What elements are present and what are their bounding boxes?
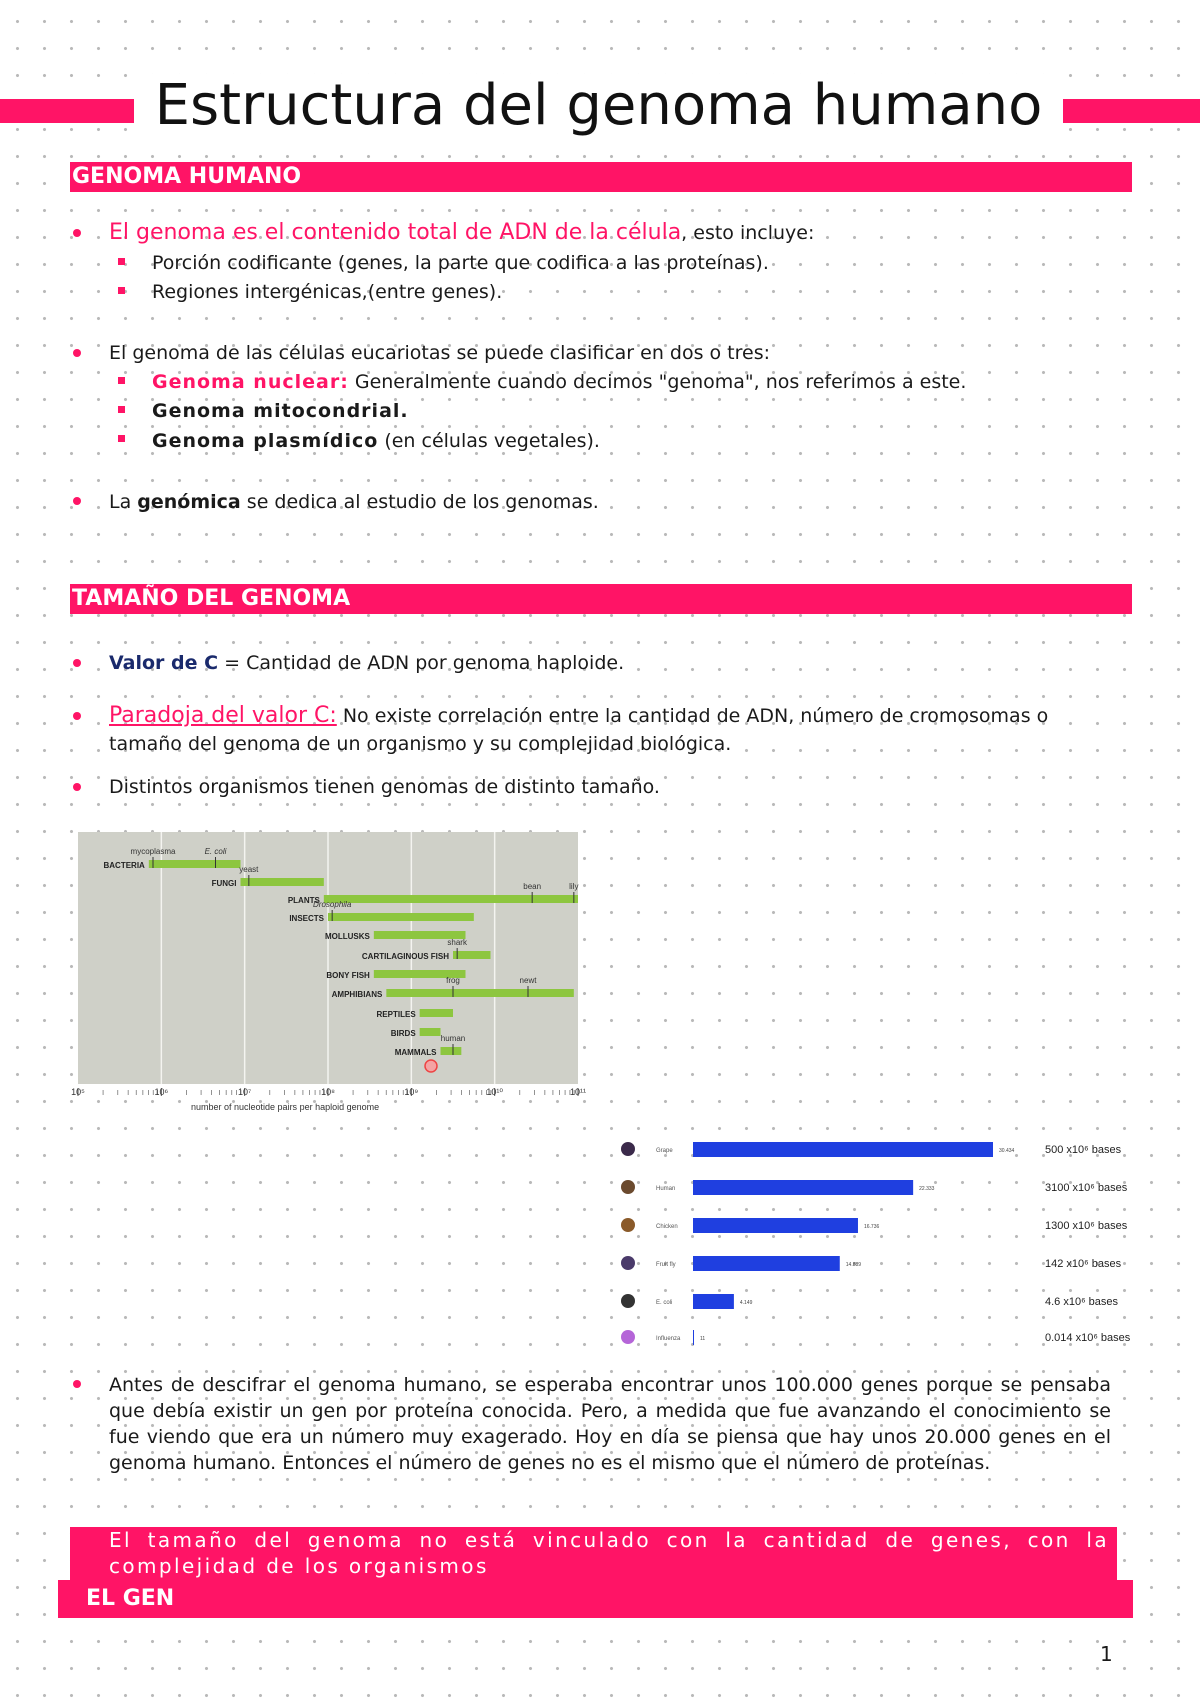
organism-genome-bar-chart [610, 1122, 1150, 1354]
section-header-el-gen: EL GEN [58, 1580, 1133, 1618]
organism-label: yeast [239, 865, 259, 874]
range-bar [324, 895, 578, 903]
bar-value-label: 16.736 [863, 1224, 880, 1230]
x-tick-label: 10⁷ [238, 1087, 252, 1097]
page-number: 1 [1100, 1642, 1113, 1666]
bullet-c-paradox-line2: tamaño del genoma de un organismo y su complejidad biológica. [109, 733, 732, 755]
organism-label: bean [523, 882, 542, 891]
genome-size-annotation: 500 x10⁶ bases [1045, 1144, 1122, 1156]
group-label: INSECTS [289, 914, 324, 923]
group-label: CARTILAGINOUS FISH [361, 952, 449, 961]
range-bar [441, 1047, 462, 1055]
bar-value-label: 4.149 [739, 1300, 753, 1306]
organism-icon [621, 1294, 635, 1308]
group-label: PLANTS [287, 896, 320, 905]
group-label: MAMMALS [394, 1048, 437, 1057]
category-label: Fruit fly [656, 1262, 676, 1268]
range-bar [149, 860, 241, 868]
range-bar [386, 989, 574, 997]
sub-item-plasmidic: Genoma plasmídico (en células vegetales). [152, 430, 600, 452]
bullet-dot [73, 229, 81, 237]
category-label: Chicken [656, 1224, 678, 1230]
group-label: AMPHIBIANS [331, 990, 383, 999]
range-bar [453, 951, 491, 959]
x-tick-label: 10¹¹ [569, 1087, 587, 1097]
x-tick-label: 10⁸ [321, 1087, 335, 1097]
bullet-eukaryotic-genome: El genoma de las células eucariotas se puede clasificar en dos o tres: [109, 342, 771, 364]
bar-value-label: 30.434 [999, 1148, 1015, 1154]
group-label: FUNGI [211, 879, 237, 888]
genome-bar [693, 1218, 858, 1233]
organism-label: mycoplasma [130, 847, 176, 856]
bullet-dot [73, 1380, 81, 1388]
category-label: Influenza [656, 1336, 681, 1342]
group-label: BIRDS [390, 1029, 416, 1038]
genome-bar [693, 1180, 913, 1195]
organism-icon [621, 1218, 635, 1232]
category-label: Grape [656, 1148, 673, 1154]
range-bar [420, 1028, 441, 1036]
range-bar [420, 1009, 453, 1017]
group-label: MOLLUSKS [324, 932, 370, 941]
section-header-tamano-genoma: TAMAÑO DEL GENOMA [70, 584, 1132, 614]
organism-label: E. coli [204, 847, 227, 856]
square-bullet [118, 377, 125, 384]
bullet-dot [73, 659, 81, 667]
bullet-genome-definition: El genoma es el contenido total de ADN de la célula, esto incluye: [109, 220, 815, 245]
x-tick-label: 10¹⁰ [486, 1087, 503, 1097]
bullet-c-paradox: Paradoja del valor C: No existe correlación entre la cantidad de ADN, número de cromosomas o [109, 703, 1049, 728]
bar-value-label: 22.333 [919, 1186, 935, 1192]
bullet-dot [73, 712, 81, 720]
square-bullet [118, 435, 125, 442]
square-bullet [118, 406, 125, 413]
genome-size-annotation: 4.6 x10⁶ bases [1045, 1296, 1119, 1308]
title-bar-right [1063, 99, 1200, 123]
category-label: Human [656, 1186, 676, 1192]
group-label: REPTILES [376, 1010, 416, 1019]
sub-item-intergenic: Regiones intergénicas,(entre genes). [152, 281, 503, 303]
bar-value-label: 11 [700, 1336, 706, 1342]
organism-label: frog [446, 976, 460, 985]
genome-size-annotation: 1300 x10⁶ bases [1045, 1220, 1128, 1232]
group-label: BONY FISH [326, 971, 370, 980]
bullet-c-value: Valor de C = Cantidad de ADN por genoma haploide. [109, 652, 625, 674]
genome-bar [693, 1294, 734, 1309]
organism-label: Drosophila [313, 900, 352, 909]
range-bar [241, 878, 324, 886]
square-bullet [118, 287, 125, 294]
organism-label: lily [569, 882, 579, 891]
genome-size-range-chart [71, 830, 587, 1115]
bar-value-label: 14.889 [845, 1262, 862, 1268]
range-bar [328, 913, 474, 921]
callout-text: El tamaño del genoma no está vinculado con la cantidad de genes, con la complejidad de los organismos [109, 1528, 1109, 1578]
bullet-different-sizes: Distintos organismos tienen genomas de distinto tamaño. [109, 776, 660, 798]
section-header-genoma-humano: GENOMA HUMANO [70, 162, 1132, 192]
organism-label: shark [447, 938, 467, 947]
bullet-dot [73, 349, 81, 357]
organism-icon [621, 1256, 635, 1270]
genome-size-annotation: 3100 x10⁶ bases [1045, 1182, 1128, 1194]
sub-item-coding: Porción codificante (genes, la parte que codifica a las proteínas). [152, 252, 769, 274]
organism-label: newt [519, 976, 537, 985]
organism-icon [621, 1330, 635, 1344]
genome-bar [693, 1256, 840, 1271]
genome-size-annotation: 0.014 x10⁶ bases [1045, 1332, 1131, 1344]
sub-item-nuclear: Genoma nuclear: Generalmente cuando decimos "genoma", nos referimos a este. [152, 371, 967, 393]
human-highlight-marker [425, 1060, 437, 1072]
bullet-dot [73, 783, 81, 791]
genome-size-annotation: 142 x10⁶ bases [1045, 1258, 1122, 1270]
organism-icon [621, 1180, 635, 1194]
title-bar-left [0, 99, 134, 123]
bullet-dot [73, 497, 81, 505]
x-tick-label: 10⁵ [71, 1087, 85, 1097]
group-label: BACTERIA [103, 861, 145, 870]
sub-item-mitochondrial: Genoma mitocondrial. [152, 400, 409, 422]
genome-bar [693, 1330, 694, 1345]
genome-bar [693, 1142, 993, 1157]
x-tick-label: 10⁶ [154, 1087, 169, 1097]
chart-x-axis-label: number of nucleotide pairs per haploid genome [191, 1102, 380, 1112]
paragraph-gene-count: Antes de descifrar el genoma humano, se esperaba encontrar unos 100.000 genes porque se pensaba que debía existir un gen por proteína conocida. Pero, a medida que fue avanzando el conocimiento se fue viendo que era un número muy exagerado. Hoy en día se piensa que hay unos 20.000 genes en el genoma humano. Entonces el número de genes no es el mismo que el número de proteínas. [109, 1374, 1111, 1474]
x-tick-label: 10⁹ [404, 1087, 419, 1097]
bullet-genomics: La genómica se dedica al estudio de los genomas. [109, 491, 599, 513]
organism-label: human [440, 1034, 466, 1043]
square-bullet [118, 258, 125, 265]
category-label: E. coli [656, 1300, 673, 1306]
page-title: Estructura del genoma humano [134, 74, 1063, 138]
organism-icon [621, 1142, 635, 1156]
